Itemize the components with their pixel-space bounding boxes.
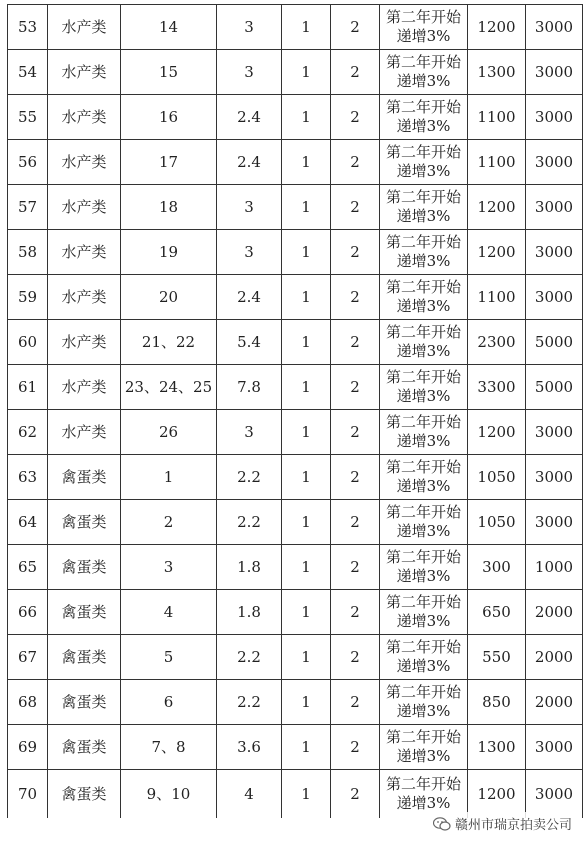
area-cell: 3 [217,410,282,455]
wechat-icon [433,817,451,831]
starting-price-cell: 1200 [468,5,526,50]
increase-note-cell [380,680,468,725]
starting-price-cell: 550 [468,635,526,680]
stall-number-cell: 26 [121,410,217,455]
deposit-cell: 3000 [526,140,583,185]
count-cell: 1 [282,230,331,275]
category-cell: 禽蛋类 [48,635,121,680]
note-line-2: 递增3% [396,207,451,225]
table-row [8,275,583,320]
note-line-2: 递增3% [396,702,451,720]
term-cell: 2 [331,500,380,545]
term-cell: 2 [331,140,380,185]
starting-price-cell: 300 [468,545,526,590]
increase-note-cell [380,95,468,140]
note-line-2: 递增3% [396,117,451,135]
term-cell: 2 [331,95,380,140]
area-cell: 2.2 [217,680,282,725]
category-cell: 禽蛋类 [48,590,121,635]
table-body [8,5,583,819]
deposit-cell: 3000 [526,500,583,545]
note-line-2: 递增3% [396,747,451,765]
increase-note-cell [380,590,468,635]
area-cell: 2.4 [217,275,282,320]
table-row [8,95,583,140]
stall-number-cell: 5 [121,635,217,680]
row-number-cell: 69 [8,725,48,770]
note-line-2: 递增3% [396,27,451,45]
term-cell: 2 [331,590,380,635]
category-cell: 水产类 [48,365,121,410]
increase-note-cell [380,635,468,680]
table-row [8,725,583,770]
stall-number-cell: 1 [121,455,217,500]
note-line-2: 递增3% [396,657,451,675]
area-cell: 3 [217,5,282,50]
count-cell: 1 [282,455,331,500]
note-line-1: 第二年开始 [385,233,461,251]
deposit-cell: 5000 [526,365,583,410]
increase-note-cell [380,140,468,185]
note-line-1: 第二年开始 [385,323,461,341]
row-number-cell: 64 [8,500,48,545]
row-number-cell: 70 [8,770,48,819]
row-number-cell: 66 [8,590,48,635]
deposit-cell: 3000 [526,95,583,140]
table-row [8,500,583,545]
starting-price-cell: 1200 [468,410,526,455]
category-cell: 水产类 [48,185,121,230]
category-cell: 禽蛋类 [48,500,121,545]
deposit-cell: 3000 [526,5,583,50]
category-cell: 禽蛋类 [48,545,121,590]
increase-note-cell [380,545,468,590]
increase-note-cell [380,725,468,770]
term-cell: 2 [331,455,380,500]
area-cell: 2.4 [217,140,282,185]
term-cell: 2 [331,50,380,95]
deposit-cell: 3000 [526,185,583,230]
term-cell: 2 [331,230,380,275]
note-line-2: 递增3% [396,342,451,360]
area-cell: 2.2 [217,635,282,680]
count-cell: 1 [282,320,331,365]
row-number-cell: 57 [8,185,48,230]
row-number-cell: 62 [8,410,48,455]
count-cell: 1 [282,725,331,770]
table-row [8,185,583,230]
stall-number-cell: 15 [121,50,217,95]
starting-price-cell: 1050 [468,500,526,545]
count-cell: 1 [282,5,331,50]
stall-number-cell: 4 [121,590,217,635]
starting-price-cell: 1200 [468,770,526,819]
starting-price-cell: 1300 [468,50,526,95]
table-row [8,455,583,500]
note-line-1: 第二年开始 [385,53,461,71]
row-number-cell: 59 [8,275,48,320]
category-cell: 水产类 [48,410,121,455]
stall-number-cell: 17 [121,140,217,185]
area-cell: 7.8 [217,365,282,410]
stall-number-cell: 20 [121,275,217,320]
deposit-cell: 2000 [526,590,583,635]
watermark-text: 赣州市瑞京拍卖公司 [454,818,572,833]
increase-note-cell [380,50,468,95]
increase-note-cell [380,770,468,819]
note-line-2: 递增3% [396,72,451,90]
stall-number-cell: 6 [121,680,217,725]
increase-note-cell [380,455,468,500]
increase-note-cell [380,230,468,275]
count-cell: 1 [282,680,331,725]
row-number-cell: 61 [8,365,48,410]
note-line-1: 第二年开始 [385,775,461,793]
row-number-cell: 60 [8,320,48,365]
category-cell: 水产类 [48,140,121,185]
note-line-1: 第二年开始 [385,683,461,701]
stall-number-cell: 14 [121,5,217,50]
stall-number-cell: 3 [121,545,217,590]
area-cell: 1.8 [217,590,282,635]
deposit-cell: 1000 [526,545,583,590]
category-cell: 水产类 [48,95,121,140]
table-row [8,545,583,590]
starting-price-cell: 1200 [468,185,526,230]
area-cell: 2.2 [217,500,282,545]
area-cell: 3.6 [217,725,282,770]
row-number-cell: 68 [8,680,48,725]
watermark [429,812,576,835]
table-row [8,230,583,275]
count-cell: 1 [282,410,331,455]
deposit-cell: 2000 [526,680,583,725]
table-row [8,635,583,680]
starting-price-cell: 1050 [468,455,526,500]
category-cell: 禽蛋类 [48,725,121,770]
term-cell: 2 [331,545,380,590]
term-cell: 2 [331,680,380,725]
note-line-1: 第二年开始 [385,368,461,386]
increase-note-cell [380,320,468,365]
note-line-1: 第二年开始 [385,143,461,161]
deposit-cell: 3000 [526,230,583,275]
deposit-cell: 2000 [526,635,583,680]
note-line-2: 递增3% [396,297,451,315]
increase-note-cell [380,365,468,410]
increase-note-cell [380,5,468,50]
note-line-1: 第二年开始 [385,188,461,206]
count-cell: 1 [282,545,331,590]
note-line-2: 递增3% [396,162,451,180]
category-cell: 禽蛋类 [48,680,121,725]
table-row [8,770,583,819]
row-number-cell: 55 [8,95,48,140]
note-line-2: 递增3% [396,387,451,405]
row-number-cell: 65 [8,545,48,590]
category-cell: 水产类 [48,320,121,365]
increase-note-cell [380,500,468,545]
deposit-cell: 3000 [526,410,583,455]
auction-lot-table [7,4,583,818]
starting-price-cell: 1100 [468,275,526,320]
starting-price-cell: 3300 [468,365,526,410]
note-line-1: 第二年开始 [385,278,461,296]
table-row [8,50,583,95]
starting-price-cell: 1200 [468,230,526,275]
stall-number-cell: 23、24、25 [121,365,217,410]
area-cell: 3 [217,185,282,230]
table-row [8,140,583,185]
table-row [8,590,583,635]
starting-price-cell: 1300 [468,725,526,770]
starting-price-cell: 1100 [468,95,526,140]
stall-number-cell: 18 [121,185,217,230]
stall-number-cell: 7、8 [121,725,217,770]
row-number-cell: 53 [8,5,48,50]
count-cell: 1 [282,140,331,185]
row-number-cell: 58 [8,230,48,275]
area-cell: 5.4 [217,320,282,365]
count-cell: 1 [282,590,331,635]
stall-number-cell: 9、10 [121,770,217,819]
count-cell: 1 [282,500,331,545]
note-line-1: 第二年开始 [385,728,461,746]
term-cell: 2 [331,770,380,819]
term-cell: 2 [331,365,380,410]
table-row [8,320,583,365]
category-cell: 禽蛋类 [48,770,121,819]
deposit-cell: 3000 [526,275,583,320]
note-line-1: 第二年开始 [385,98,461,116]
row-number-cell: 67 [8,635,48,680]
term-cell: 2 [331,185,380,230]
deposit-cell: 3000 [526,725,583,770]
area-cell: 4 [217,770,282,819]
note-line-2: 递增3% [396,432,451,450]
count-cell: 1 [282,50,331,95]
count-cell: 1 [282,365,331,410]
deposit-cell: 3000 [526,770,583,819]
starting-price-cell: 1100 [468,140,526,185]
deposit-cell: 3000 [526,50,583,95]
note-line-2: 递增3% [396,794,451,812]
stall-number-cell: 21、22 [121,320,217,365]
note-line-1: 第二年开始 [385,638,461,656]
note-line-2: 递增3% [396,252,451,270]
note-line-2: 递增3% [396,612,451,630]
area-cell: 2.2 [217,455,282,500]
term-cell: 2 [331,725,380,770]
starting-price-cell: 650 [468,590,526,635]
count-cell: 1 [282,185,331,230]
category-cell: 水产类 [48,275,121,320]
increase-note-cell [380,185,468,230]
area-cell: 2.4 [217,95,282,140]
note-line-1: 第二年开始 [385,8,461,26]
term-cell: 2 [331,275,380,320]
table-row [8,365,583,410]
note-line-1: 第二年开始 [385,548,461,566]
increase-note-cell [380,275,468,320]
category-cell: 水产类 [48,5,121,50]
area-cell: 3 [217,230,282,275]
row-number-cell: 54 [8,50,48,95]
note-line-2: 递增3% [396,522,451,540]
stall-number-cell: 2 [121,500,217,545]
row-number-cell: 56 [8,140,48,185]
term-cell: 2 [331,635,380,680]
count-cell: 1 [282,635,331,680]
note-line-1: 第二年开始 [385,413,461,431]
area-cell: 1.8 [217,545,282,590]
category-cell: 水产类 [48,230,121,275]
category-cell: 水产类 [48,50,121,95]
category-cell: 禽蛋类 [48,455,121,500]
note-line-1: 第二年开始 [385,458,461,476]
note-line-1: 第二年开始 [385,503,461,521]
count-cell: 1 [282,770,331,819]
stall-number-cell: 16 [121,95,217,140]
term-cell: 2 [331,5,380,50]
starting-price-cell: 850 [468,680,526,725]
note-line-2: 递增3% [396,567,451,585]
count-cell: 1 [282,275,331,320]
table-row [8,5,583,50]
deposit-cell: 3000 [526,455,583,500]
increase-note-cell [380,410,468,455]
note-line-2: 递增3% [396,477,451,495]
row-number-cell: 63 [8,455,48,500]
table-row [8,680,583,725]
area-cell: 3 [217,50,282,95]
term-cell: 2 [331,320,380,365]
deposit-cell: 5000 [526,320,583,365]
term-cell: 2 [331,410,380,455]
starting-price-cell: 2300 [468,320,526,365]
note-line-1: 第二年开始 [385,593,461,611]
stall-number-cell: 19 [121,230,217,275]
table-row [8,410,583,455]
count-cell: 1 [282,95,331,140]
